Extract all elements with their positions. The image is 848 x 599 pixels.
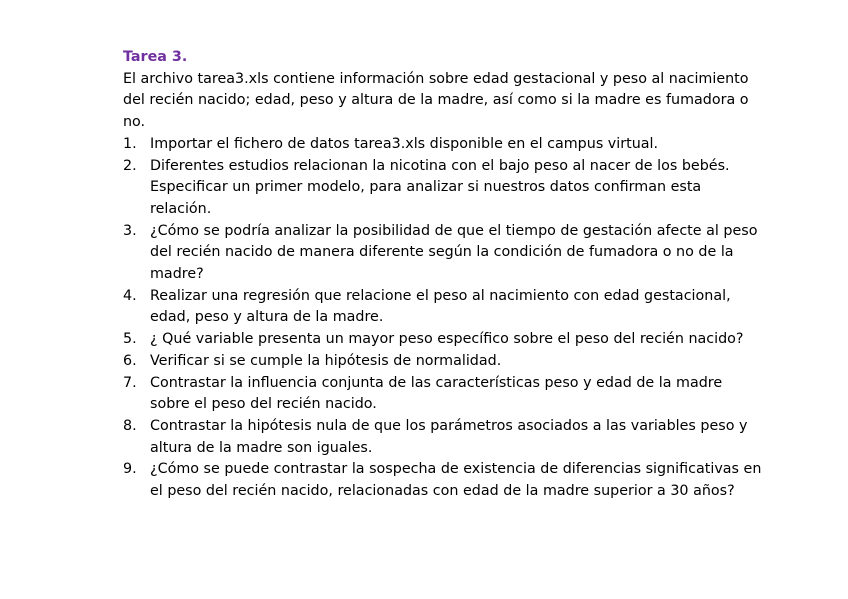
task-item-9 bbox=[123, 459, 763, 502]
task-text: ¿ Qué variable presenta un mayor peso específico sobre el peso del recién nacido? bbox=[150, 331, 744, 348]
task-number: 6. bbox=[123, 352, 137, 369]
task-text: Contrastar la hipótesis nula de que los parámetros asociados a las variables peso y altura de la madre son iguales. bbox=[150, 417, 748, 456]
task-item-1 bbox=[123, 134, 763, 156]
task-item-2 bbox=[123, 156, 763, 221]
task-text: ¿Cómo se puede contrastar la sospecha de existencia de diferencias significativas en el peso del recién nacido, relacionadas con edad de la madre superior a 30 años? bbox=[150, 461, 762, 500]
task-number: 5. bbox=[123, 331, 137, 348]
task-number: 1. bbox=[123, 135, 137, 152]
task-text: Diferentes estudios relacionan la nicotina con el bajo peso al nacer de los bebés. Especificar un primer modelo, para analizar si nuestros datos confirman esta relación. bbox=[150, 157, 730, 217]
task-item-8 bbox=[123, 416, 763, 459]
task-text: Contrastar la influencia conjunta de las características peso y edad de la madre sobre el peso del recién nacido. bbox=[150, 374, 723, 413]
task-item-7 bbox=[123, 373, 763, 416]
task-list bbox=[123, 134, 763, 503]
task-item-5 bbox=[123, 329, 763, 351]
task-item-6 bbox=[123, 351, 763, 373]
task-number: 7. bbox=[123, 374, 137, 391]
intro-paragraph: El archivo tarea3.xls contiene información sobre edad gestacional y peso al nacimiento del recién nacido; edad, peso y altura de la madre, así como si la madre es fumadora o no. bbox=[123, 70, 749, 131]
task-number: 9. bbox=[123, 461, 137, 478]
task-item-3 bbox=[123, 221, 763, 286]
task-text: Verificar si se cumple la hipótesis de normalidad. bbox=[150, 352, 502, 369]
task-number: 3. bbox=[123, 222, 137, 239]
task-text: Importar el fichero de datos tarea3.xls disponible en el campus virtual. bbox=[150, 135, 659, 152]
task-item-4 bbox=[123, 286, 763, 329]
document-title: Tarea 3. bbox=[123, 49, 188, 65]
task-number: 2. bbox=[123, 157, 137, 174]
task-text: ¿Cómo se podría analizar la posibilidad de que el tiempo de gestación afecte al peso del recién nacido de manera diferente según la condición de fumadora o no de la madre? bbox=[150, 222, 758, 283]
task-number: 8. bbox=[123, 417, 137, 434]
task-number: 4. bbox=[123, 287, 137, 304]
document-body bbox=[123, 47, 763, 503]
task-text: Realizar una regresión que relacione el peso al nacimiento con edad gestacional, edad, peso y altura de la madre. bbox=[150, 287, 731, 326]
